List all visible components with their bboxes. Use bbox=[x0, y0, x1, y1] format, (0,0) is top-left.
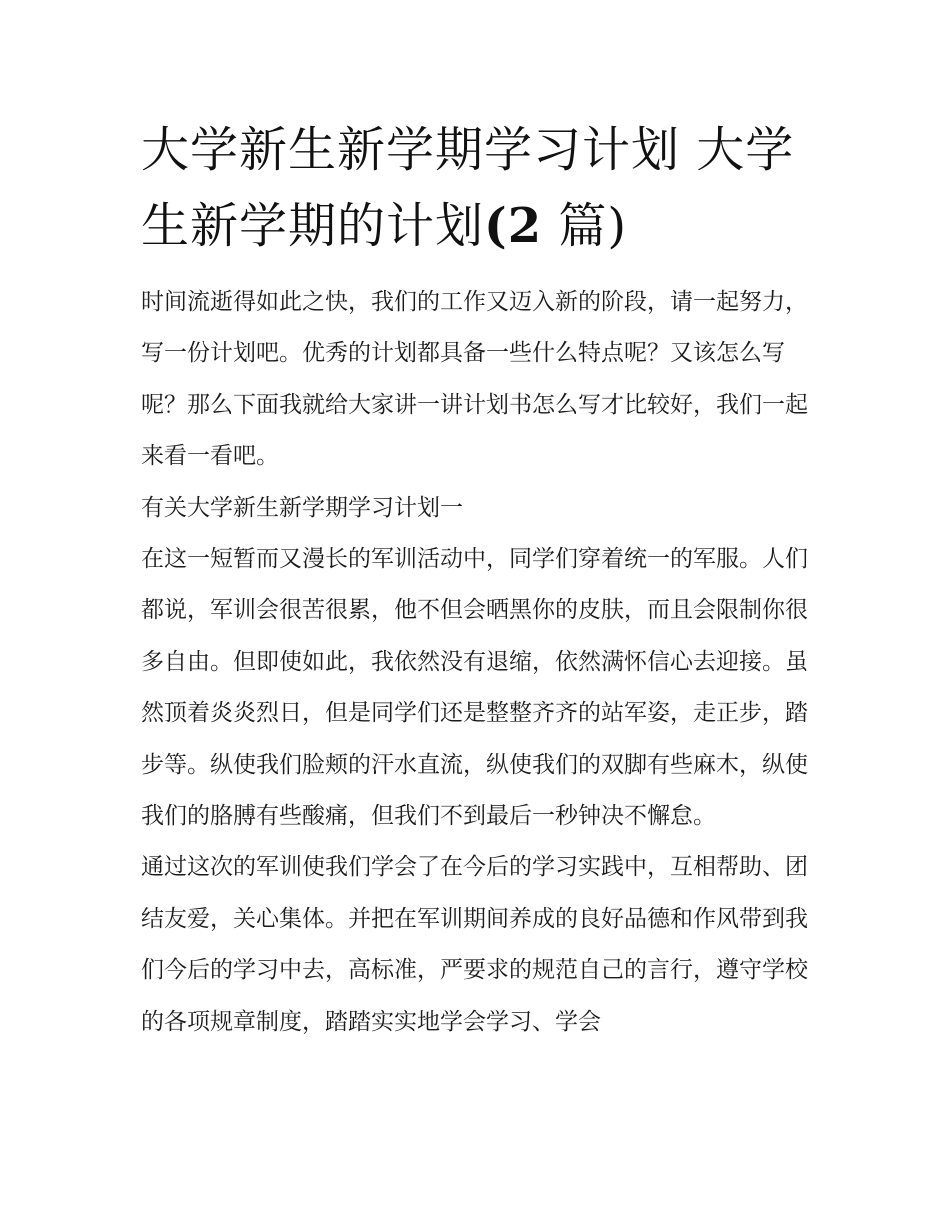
intro-paragraph: 时间流逝得如此之快，我们的工作又迈入新的阶段，请一起努力，写一份计划吧。优秀的计划都具备一些什么特点呢？又该怎么写呢？那么下面我就给大家讲一讲计划书怎么写才比较好，我们一起来看一看吧。 bbox=[141, 289, 808, 470]
body-paragraph: 在这一短暂而又漫长的军训活动中，同学们穿着统一的军服。人们都说，军训会很苦很累，他不但会晒黑你的皮肤，而且会限制你很多自由。但即使如此，我依然没有退缩，依然满怀信心去迎接。虽然顶着炎炎烈日，但是同学们还是整整齐齐的站军姿，走正步，踏步等。纵使我们脸颊的汗水直流，纵使我们的双脚有些麻木，纵使我们的胳膊有些酸痛，但我们不到最后一秒钟决不懈怠。 bbox=[141, 546, 808, 830]
document-body bbox=[141, 277, 821, 1048]
document-title-suffix: 篇) bbox=[542, 198, 628, 254]
document-title-text: 大学新生新学期学习计划 大学生新学期的计划 bbox=[141, 122, 795, 254]
document-title-count: (2 bbox=[484, 198, 543, 254]
body-paragraph: 通过这次的军训使我们学会了在今后的学习实践中，互相帮助、团结友爱，关心集体。并把在军训期间养成的良好品德和作风带到我们今后的学习中去，高标准，严要求的规范自己的言行，遵守学校的各项规章制度，踏踏实实地学会学习、学会 bbox=[141, 854, 808, 1035]
section-heading: 有关大学新生新学期学习计划一 bbox=[141, 494, 463, 521]
document-title bbox=[141, 112, 821, 264]
